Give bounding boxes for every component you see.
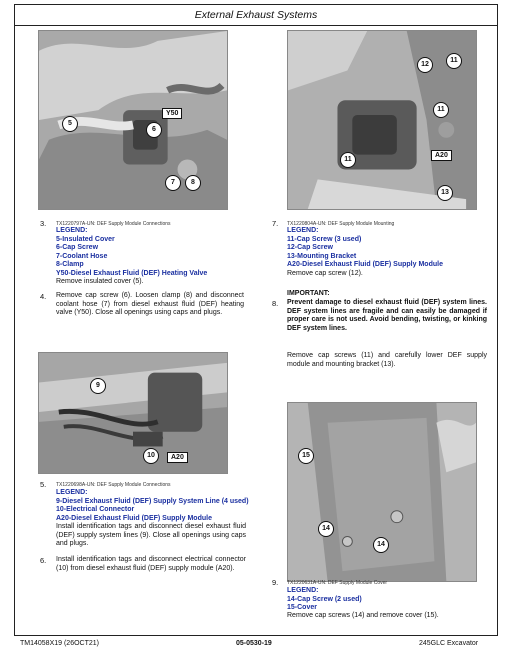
step5-instruction: Install identification tags and disconnect diesel exhaust fluid (DEF) supply system lines (9). Close all openings using caps and plugs.	[56, 523, 246, 548]
step6-instruction: Install identification tags and disconnect electrical connector (10) from diesel exhaust fluid (DEF) supply module (A20).	[56, 556, 246, 572]
legend-title: LEGEND:	[287, 227, 319, 234]
legend-item: 12-Cap Screw	[287, 244, 333, 251]
callout-11-right: 11	[433, 102, 449, 118]
legend-title: LEGEND:	[56, 227, 88, 234]
legend-step9	[287, 587, 487, 613]
callout-8: 8	[185, 175, 201, 191]
footer-model: 245GLC Excavator	[419, 640, 479, 647]
step-number: 9.	[272, 578, 279, 587]
tag-a20: A20	[431, 150, 452, 161]
step-number: 7.	[272, 219, 279, 228]
legend-item: 13-Mounting Bracket	[287, 252, 357, 260]
legend-item: A20-Diesel Exhaust Fluid (DEF) Supply Module	[287, 261, 443, 268]
important-label: IMPORTANT:	[287, 290, 330, 297]
legend-item: A20-Diesel Exhaust Fluid (DEF) Supply Module	[56, 514, 212, 522]
legend-item: 14-Cap Screw (2 used)	[287, 595, 362, 603]
important-warning: Prevent damage to diesel exhaust fluid (DEF) system lines. DEF system lines are fragile and can easily be damaged if proper care is not used. Avoid bending, twisting, or kinking DEF system lines.	[287, 299, 487, 332]
tag-a20: A20	[167, 452, 188, 463]
legend-step3	[56, 227, 246, 278]
photo-def-cover	[287, 402, 477, 582]
legend-item: 10-Electrical Connector	[56, 506, 135, 513]
legend-title: LEGEND:	[287, 587, 319, 594]
step-number: 8.	[272, 299, 279, 308]
legend-step5	[56, 489, 256, 523]
callout-6: 6	[146, 122, 162, 138]
legend-title: LEGEND:	[56, 489, 88, 496]
callout-15: 15	[298, 448, 314, 464]
callout-9: 9	[90, 378, 106, 394]
legend-step7	[287, 227, 487, 270]
step4-instruction: Remove cap screw (6). Loosen clamp (8) and disconnect coolant hose (7) from diesel exhaust fluid (DEF) heating valve (Y50). Close all openings using caps and plugs.	[56, 292, 244, 317]
photo-caption: TX1220631A-UN: DEF Supply Module Cover	[287, 580, 388, 586]
callout-14-bottom: 14	[373, 537, 389, 553]
legend-item: 7-Coolant Hose	[56, 252, 108, 260]
callout-12: 12	[417, 57, 433, 73]
photo-caption: TX1220797A-UN: DEF Supply Module Connections	[56, 221, 171, 227]
step-number: 4.	[40, 292, 47, 301]
callout-11-top: 11	[446, 53, 462, 69]
callout-13: 13	[437, 185, 453, 201]
footer-page-number: 05-0530-19	[236, 640, 272, 647]
callout-11-left: 11	[340, 152, 356, 168]
footer-doc-id: TM14058X19 (26OCT21)	[20, 640, 99, 647]
legend-item: 5-Insulated Cover	[56, 235, 115, 243]
callout-7: 7	[165, 175, 181, 191]
legend-item: 9-Diesel Exhaust Fluid (DEF) Supply System Line (4 used)	[56, 497, 249, 505]
step8-instruction: Remove cap screws (11) and carefully lower DEF supply module and mounting bracket (13).	[287, 352, 487, 368]
photo-def-supply-lines	[38, 352, 228, 474]
legend-item: Y50-Diesel Exhaust Fluid (DEF) Heating Valve	[56, 269, 208, 277]
photo-graphic	[288, 403, 476, 581]
step9-instruction: Remove cap screws (14) and remove cover (15).	[287, 612, 439, 619]
legend-item: 15-Cover	[287, 604, 317, 611]
step7-instruction: Remove cap screw (12).	[287, 270, 363, 277]
step-number: 6.	[40, 556, 47, 565]
photo-caption: TX1220804A-UN: DEF Supply Module Mounting	[287, 221, 395, 227]
step-number: 5.	[40, 480, 47, 489]
page-header	[14, 4, 498, 26]
photo-graphic	[39, 353, 227, 473]
tag-y50: Y50	[162, 108, 182, 119]
legend-item: 8-Clamp	[56, 261, 84, 268]
page-title: External Exhaust Systems	[194, 9, 318, 21]
legend-item: 6-Cap Screw	[56, 244, 99, 251]
callout-10: 10	[143, 448, 159, 464]
callout-14-left: 14	[318, 521, 334, 537]
step-number: 3.	[40, 219, 47, 228]
callout-5: 5	[62, 116, 78, 132]
legend-item: 11-Cap Screw (3 used)	[287, 235, 362, 243]
step3-instruction: Remove insulated cover (5).	[56, 278, 144, 285]
photo-caption: TX1220698A-UN: DEF Supply Module Connections	[56, 482, 171, 488]
